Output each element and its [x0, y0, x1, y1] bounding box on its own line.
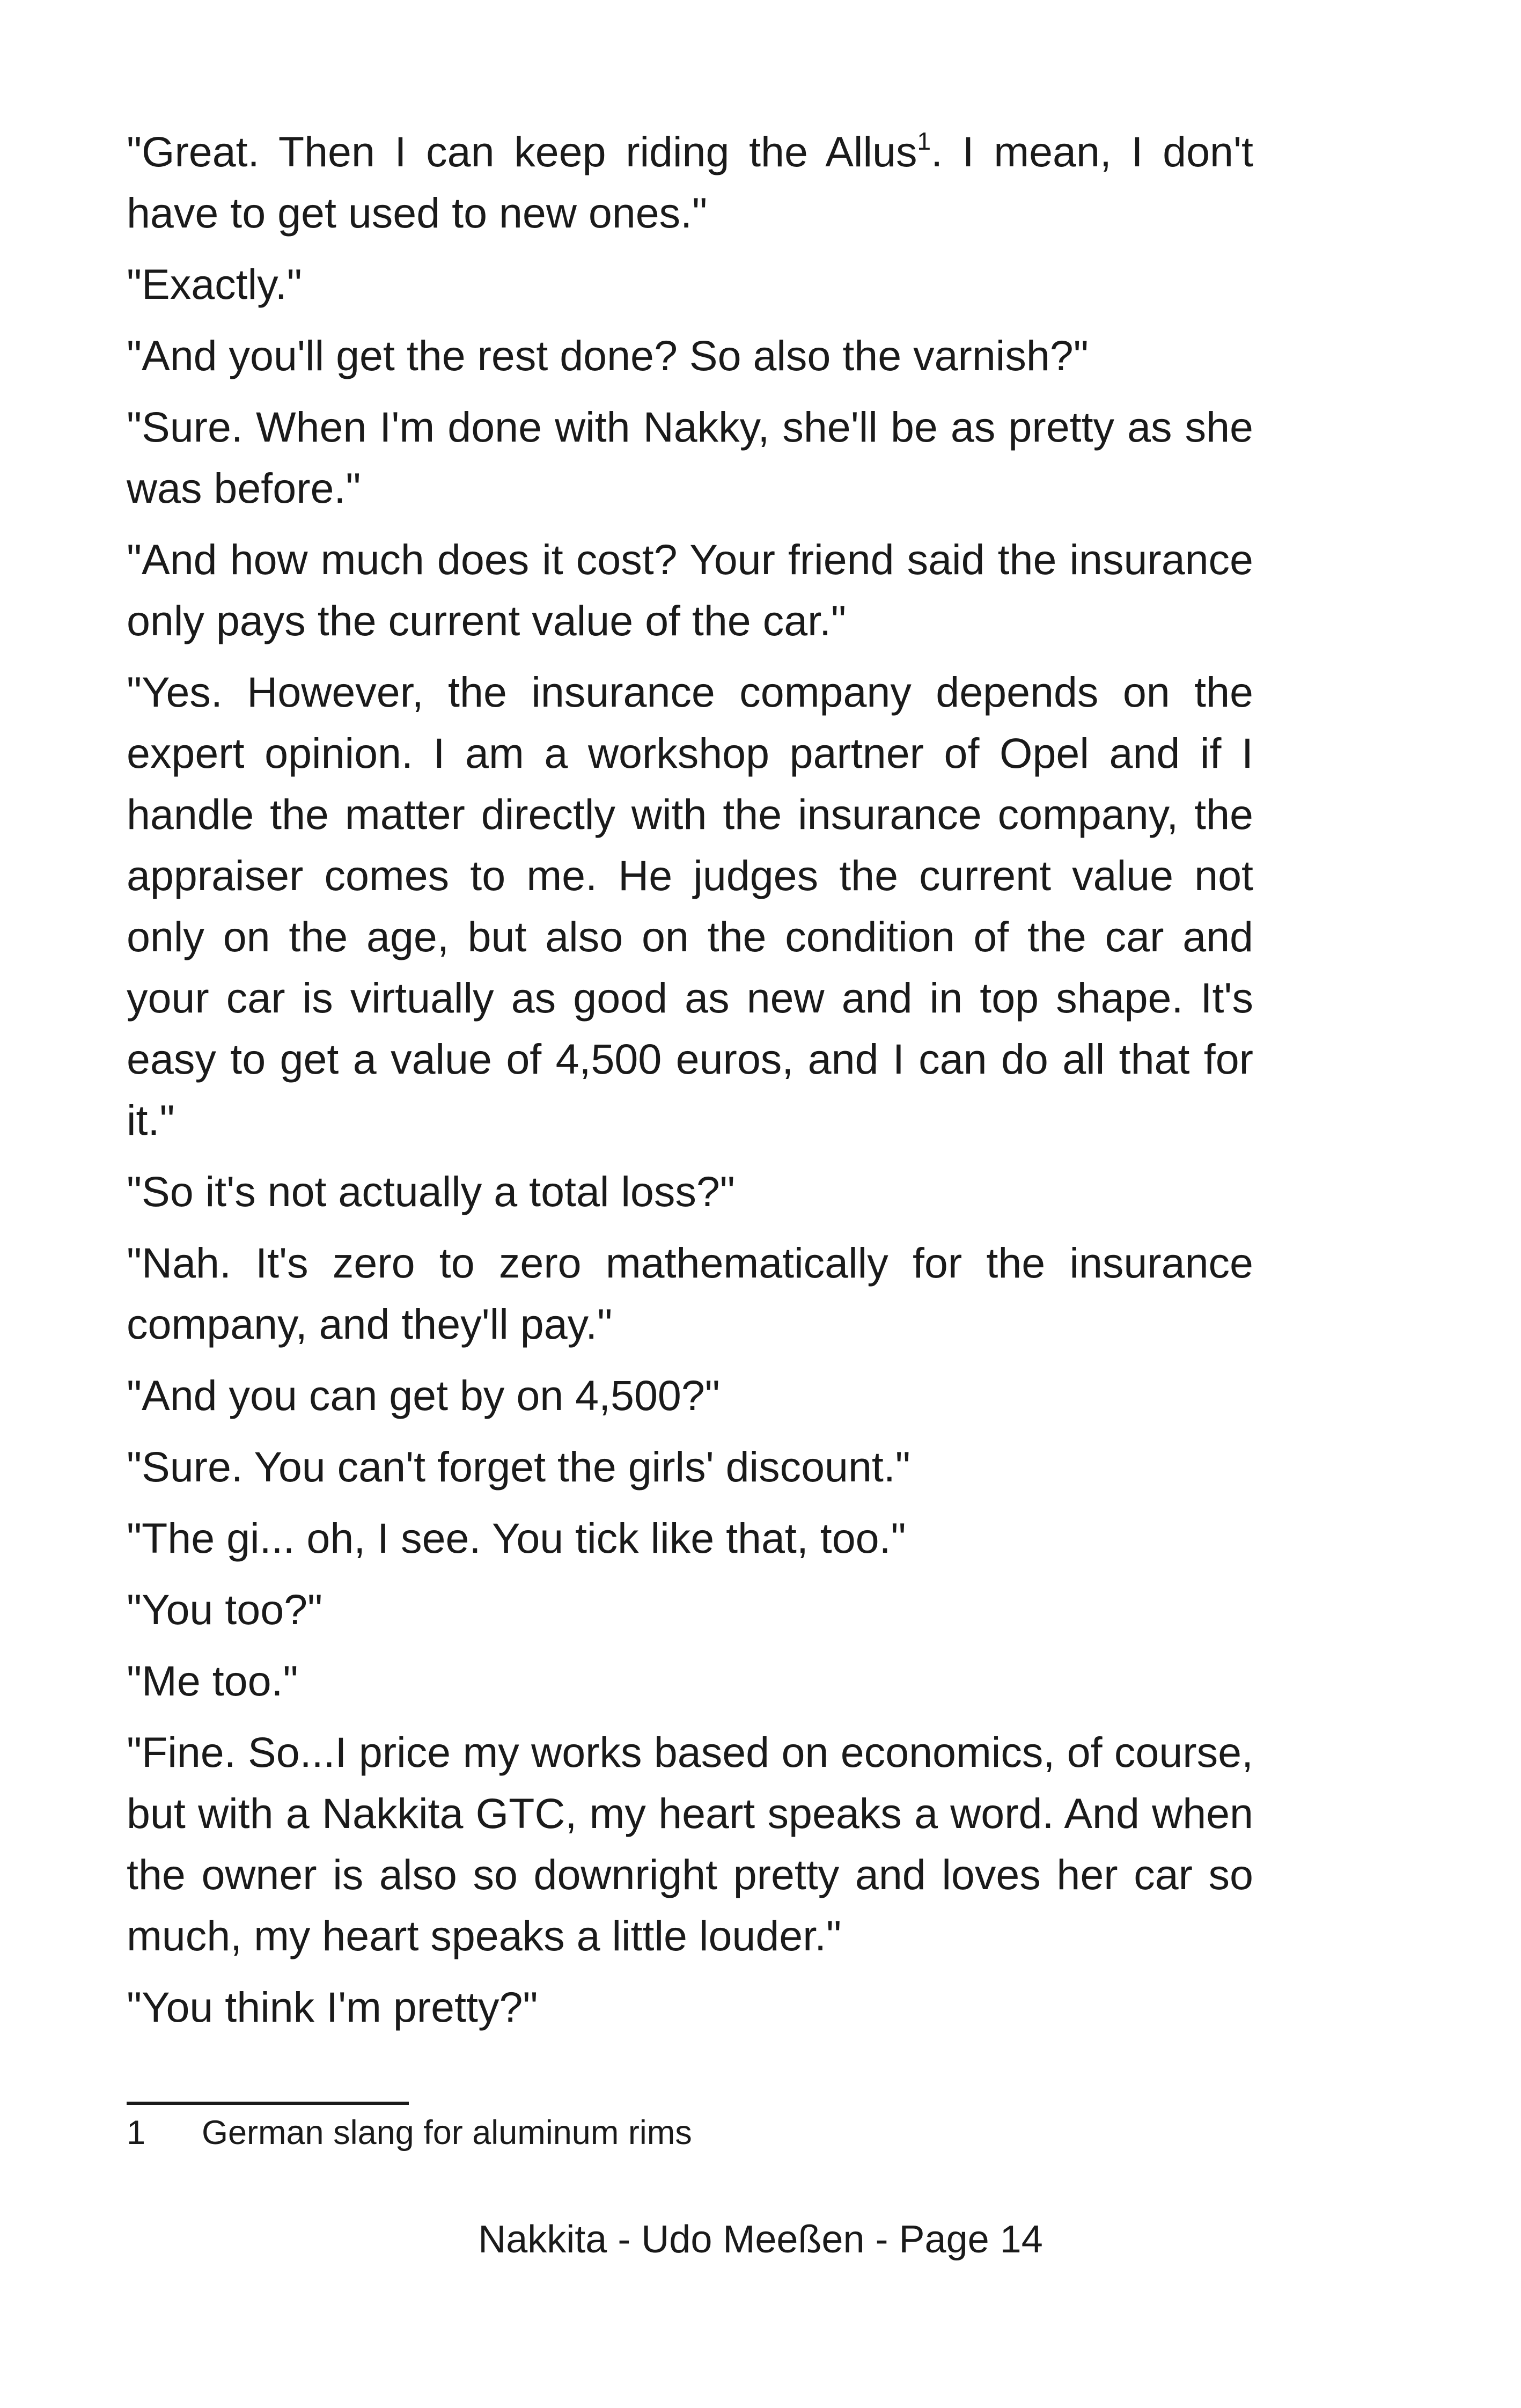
footnote — [127, 2110, 692, 2156]
paragraph: "Nah. It's zero to zero mathematically for the insurance company, and they'll pay." — [127, 1239, 1253, 1348]
footnote-divider — [127, 2102, 409, 2105]
paragraph: "Yes. However, the insurance company depends on the expert opinion. I am a workshop partner of Opel and if I handle the matter directly with the insurance company, the appraiser comes to me. He judges the current value not only on the age, but also on the condition of the car and your car is virtually as good as new and in top shape. It's easy to get a value of 4,500 euros, and I can do all that for it." — [127, 668, 1253, 1144]
footnote-text: German slang for aluminum rims — [202, 2114, 692, 2152]
body-text — [127, 121, 1253, 2048]
paragraph-text: "Great. Then I can keep riding the Allus — [127, 128, 917, 175]
footnote-reference[interactable]: 1 — [917, 127, 931, 155]
paragraph: "And you'll get the rest done? So also the varnish?" — [127, 332, 1089, 379]
paragraph: "And how much does it cost? Your friend said the insurance only pays the current value of the car." — [127, 535, 1253, 644]
paragraph: "And you can get by on 4,500?" — [127, 1371, 720, 1419]
paragraph-text: . I mean, I don't have to get used to new ones." — [127, 128, 1254, 237]
paragraph: "Exactly." — [127, 260, 302, 308]
paragraph: "Fine. So...I price my works based on economics, of course, but with a Nakkita GTC, my heart speaks a word. And when the owner is also so downright pretty and loves her car so much, my heart speaks a little louder." — [127, 1728, 1253, 1959]
footnote-number: 1 — [127, 2114, 146, 2152]
paragraph: "Sure. You can't forget the girls' discount." — [127, 1443, 910, 1491]
page-footer: Nakkita - Udo Meeßen - Page 14 — [478, 2218, 1043, 2261]
paragraph: "You too?" — [127, 1585, 323, 1633]
paragraph: "So it's not actually a total loss?" — [127, 1168, 735, 1215]
paragraph: "You think I'm pretty?" — [127, 1983, 538, 2031]
paragraph: "The gi... oh, I see. You tick like that, too." — [127, 1514, 906, 1562]
paragraph: "Sure. When I'm done with Nakky, she'll be as pretty as she was before." — [127, 403, 1253, 512]
paragraph — [127, 121, 1253, 244]
paragraph: "Me too." — [127, 1657, 298, 1705]
